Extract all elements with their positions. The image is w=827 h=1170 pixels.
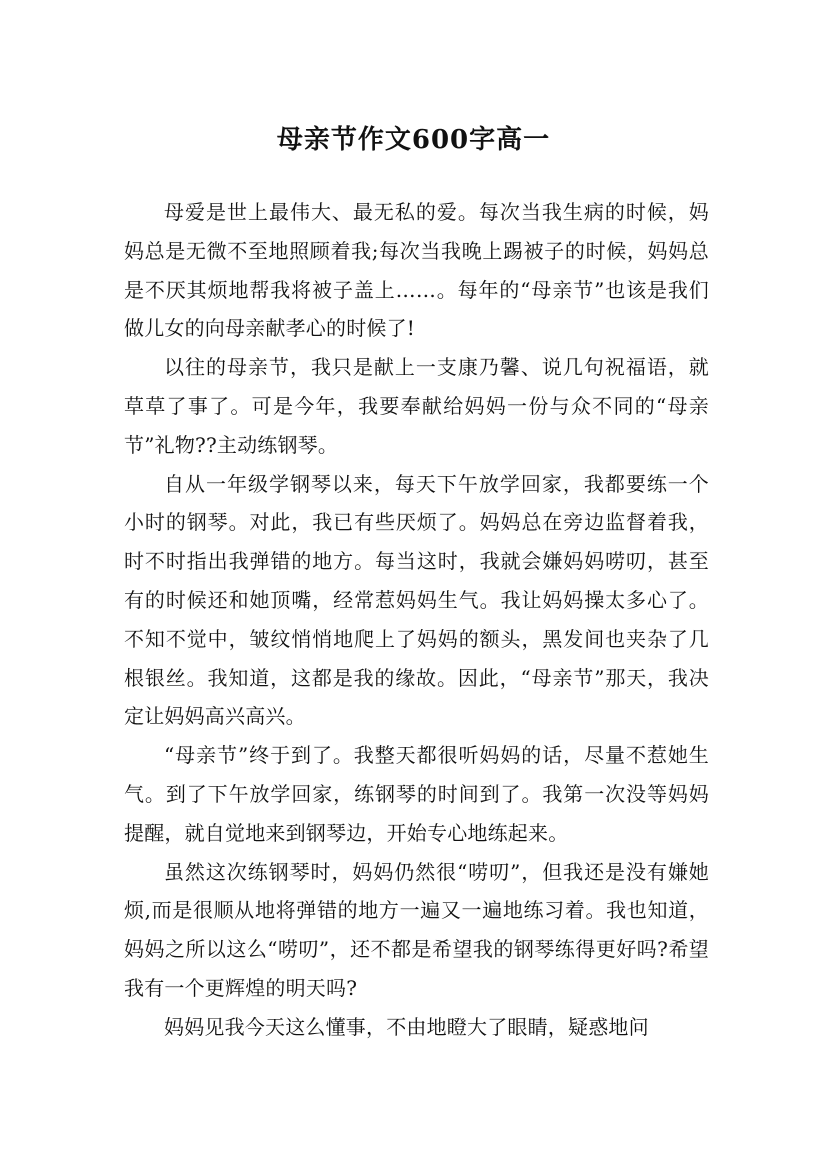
paragraph-1: 母爱是世上最伟大、最无私的爱。每次当我生病的时候，妈妈总是无微不至地照顾着我;每次当我晚上踢被子的时候，妈妈总是不厌其烦地帮我将被子盖上……。每年的“母亲节”也该是我们做儿女的向母亲献孝心的时候了! <box>124 200 709 341</box>
paragraph-3: 自从一年级学钢琴以来，每天下午放学回家，我都要练一个小时的钢琴。对此，我已有些厌烦了。妈妈总在旁边监督着我，时不时指出我弹错的地方。每当这时，我就会嫌妈妈唠叨，甚至有的时候还和她顶嘴，经常惹妈妈生气。我让妈妈操太多心了。不知不觉中，皱纹悄悄地爬上了妈妈的额头，黑发间也夹杂了几根银丝。我知道，这都是我的缘故。因此，“母亲节”那天，我决定让妈妈高兴高兴。 <box>124 471 709 729</box>
paragraph-5: 虽然这次练钢琴时，妈妈仍然很“唠叨”，但我还是没有嫌她烦,而是很顺从地将弹错的地方一遍又一遍地练习着。我也知道，妈妈之所以这么“唠叨”，还不都是希望我的钢琴练得更好吗?希望我有一个更辉煌的明天吗? <box>124 859 709 1000</box>
paragraph-2: 以往的母亲节，我只是献上一支康乃馨、说几句祝福语，就草草了事了。可是今年，我要奉献给妈妈一份与众不同的“母亲节”礼物??主动练钢琴。 <box>124 355 709 457</box>
page-title: 母亲节作文600字高一 <box>276 125 551 156</box>
paragraph-4: “母亲节”终于到了。我整天都很听妈妈的话，尽量不惹她生气。到了下午放学回家，练钢琴的时间到了。我第一次没等妈妈提醒，就自觉地来到钢琴边，开始专心地练起来。 <box>124 743 709 845</box>
essay-body <box>124 193 709 1047</box>
paragraph-6: 妈妈见我今天这么懂事，不由地瞪大了眼睛，疑惑地问 <box>164 1014 649 1039</box>
